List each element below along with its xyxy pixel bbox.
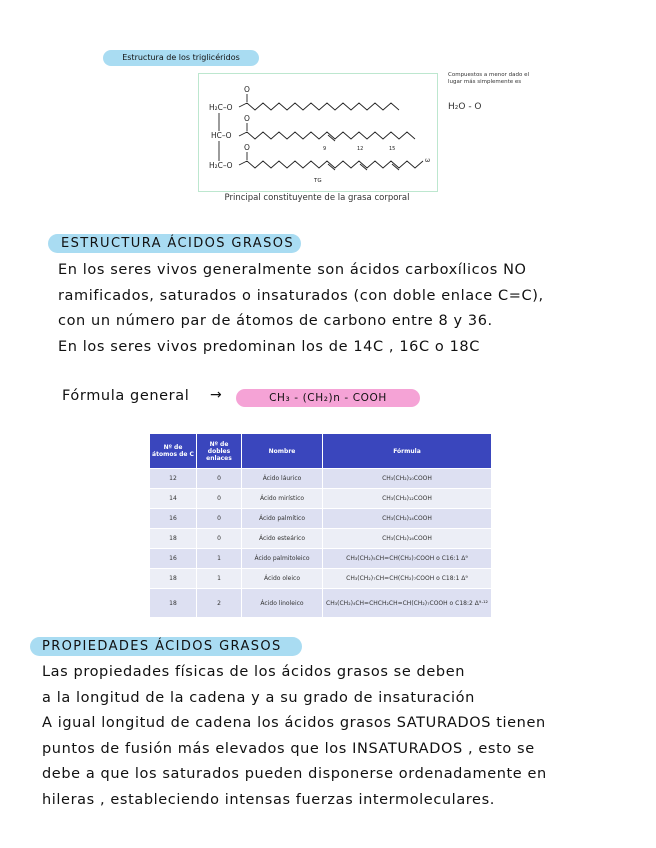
cell-double-bonds: 2	[197, 589, 242, 618]
text-line: a la longitud de la cadena y a su grado de insaturación	[42, 689, 475, 706]
label-carbon-15: 15	[389, 146, 396, 152]
cell-name: Ácido mirístico	[242, 489, 323, 509]
cell-carbons: 16	[150, 509, 197, 529]
cell-carbons: 18	[150, 529, 197, 549]
text-line: debe a que los saturados pueden disponerse ordenadamente en	[42, 766, 547, 782]
cell-formula: CH₃(CH₂)₁₆COOH	[323, 529, 492, 549]
side-formula: H₂O - O	[448, 102, 482, 112]
label-h2c-o-bottom: H₂C–O	[209, 161, 233, 170]
text-line: En los seres vivos predominan los de 14C , 16C o 18C	[58, 338, 480, 355]
col-header-name: Nombre	[242, 434, 323, 469]
fatty-chain-monounsaturated	[239, 132, 415, 139]
cell-double-bonds: 0	[197, 529, 242, 549]
cell-formula: CH₃(CH₂)₅CH=CH(CH₂)₇COOH o C16:1 Δ⁹	[323, 549, 492, 569]
cell-carbons: 12	[150, 469, 197, 489]
cell-formula: CH₃(CH₂)₇CH=CH(CH₂)₇COOH o C18:1 Δ⁹	[323, 569, 492, 589]
table-row	[150, 569, 492, 589]
text-line: puntos de fusión más elevados que los INSATURADOS , esto se	[42, 740, 535, 757]
col-header-double-bonds: Nº de dobles enlaces	[197, 434, 242, 469]
fatty-chain-saturated	[239, 103, 399, 110]
cell-name: Ácido linoleico	[242, 589, 323, 618]
cell-carbons: 18	[150, 569, 197, 589]
text-line: con un número par de átomos de carbono entre 8 y 36.	[58, 313, 493, 329]
text-line: hileras , estableciendo intensas fuerzas intermoleculares.	[42, 791, 495, 808]
text-line: Las propiedades físicas de los ácidos grasos se deben	[42, 664, 466, 680]
triglyceride-structure-figure	[198, 73, 438, 192]
arrow-right-icon: →	[210, 387, 222, 403]
label-omega: ω	[425, 157, 431, 164]
formula-label: Fórmula general	[62, 388, 190, 404]
cell-name: Ácido oleico	[242, 569, 323, 589]
label-o-top: O	[244, 85, 250, 94]
cell-carbons: 14	[150, 489, 197, 509]
cell-formula: CH₃(CH₂)₁₀COOH	[323, 469, 492, 489]
col-header-carbons: Nº de átomos de C	[150, 434, 197, 469]
paragraph-propiedades	[42, 660, 642, 813]
cell-formula: CH₃(CH₂)₄CH=CHCH₂CH=CH(CH₂)₇COOH o C18:2 Δ⁹·¹²	[323, 589, 492, 618]
table-row	[150, 489, 492, 509]
text-line: En los seres vivos generalmente son ácidos carboxílicos NO	[58, 262, 527, 278]
cell-name: Ácido láurico	[242, 469, 323, 489]
cell-formula: CH₃(CH₂)₁₄COOH	[323, 509, 492, 529]
cell-double-bonds: 0	[197, 469, 242, 489]
table-header-row	[150, 434, 492, 469]
table-row	[150, 469, 492, 489]
label-h2c-o-top: H₂C–O	[209, 103, 233, 112]
table-row	[150, 589, 492, 618]
general-formula: CH₃ - (CH₂)n - COOH	[236, 389, 420, 407]
table-row	[150, 509, 492, 529]
table-row	[150, 529, 492, 549]
cell-double-bonds: 1	[197, 569, 242, 589]
label-hc-o: HC–O	[211, 131, 232, 140]
cell-double-bonds: 0	[197, 489, 242, 509]
label-carbon-12: 12	[357, 146, 364, 152]
cell-formula: CH₃(CH₂)₁₂COOH	[323, 489, 492, 509]
label-o-bottom: O	[244, 143, 250, 152]
side-note: Compuestos a menor dado el lugar más simplemente es	[448, 72, 530, 85]
cell-name: Ácido palmítico	[242, 509, 323, 529]
label-carbon-9: 9	[323, 146, 327, 152]
label-o-mid: O	[244, 114, 250, 123]
fatty-acids-table	[149, 433, 492, 618]
triglyceride-title: Estructura de los triglicéridos	[103, 50, 259, 66]
paragraph-estructura	[58, 258, 628, 360]
cell-carbons: 18	[150, 589, 197, 618]
cell-carbons: 16	[150, 549, 197, 569]
cell-double-bonds: 1	[197, 549, 242, 569]
col-header-formula: Fórmula	[323, 434, 492, 469]
text-line: ramificados, saturados o insaturados (con doble enlace C=C),	[58, 287, 544, 304]
text-line: A igual longitud de cadena los ácidos grasos SATURADOS tienen	[42, 715, 546, 731]
heading-propiedades: PROPIEDADES ÁCIDOS GRASOS	[30, 637, 302, 656]
label-tg: TG	[314, 178, 322, 184]
cell-name: Ácido palmitoleico	[242, 549, 323, 569]
table-row	[150, 549, 492, 569]
cell-name: Ácido esteárico	[242, 529, 323, 549]
triglyceride-caption: Principal constituyente de la grasa corporal	[224, 193, 410, 203]
triglyceride-diagram	[199, 74, 437, 191]
heading-estructura: ESTRUCTURA ÁCIDOS GRASOS	[48, 234, 301, 253]
cell-double-bonds: 0	[197, 509, 242, 529]
